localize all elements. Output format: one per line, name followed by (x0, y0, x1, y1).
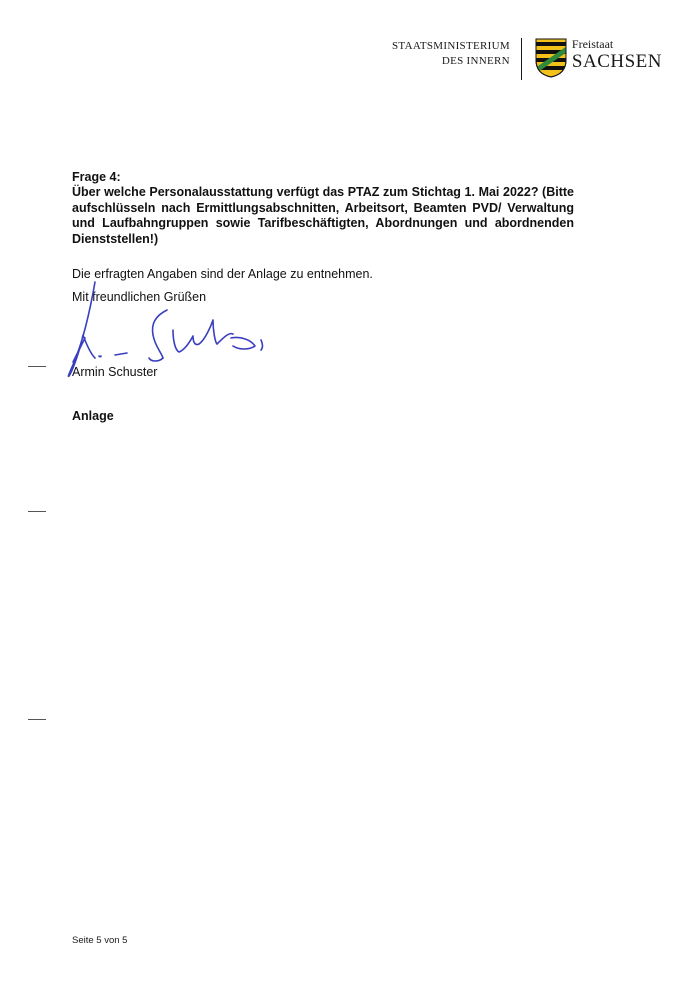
ministry-line-2: DES INNERN (441, 55, 510, 67)
page-number: Seite 5 von 5 (72, 935, 128, 946)
state-large-label: SACHSEN (571, 51, 662, 72)
fold-mark-bottom (28, 719, 46, 720)
fold-mark-top (28, 366, 46, 367)
ministry-line-1: STAATSMINISTERIUM (392, 40, 510, 52)
state-small-label: Freistaat (571, 37, 614, 51)
letter-body (72, 170, 574, 282)
letterhead (392, 38, 662, 82)
letterhead-divider (521, 38, 522, 80)
state-name (572, 38, 662, 73)
attachment-label: Anlage (72, 409, 114, 423)
saxony-coat-of-arms-icon (535, 38, 567, 78)
question-text: Über welche Personalausstattung verfügt das PTAZ zum Stichtag 1. Mai 2022? (Bitte aufschlüsseln nach Ermittlungsabschnitten, Arbeitsort, Beamten PVD/ Verwaltung und Laufbahngruppen sowie Tarifbeschäftigten, Abordnungen und abordnenden Dienststellen!) (72, 185, 574, 246)
closing-greeting: Mit freundlichen Grüßen (72, 290, 207, 304)
question-label: Frage 4: (72, 170, 121, 184)
signer-name: Armin Schuster (72, 365, 158, 379)
ministry-name (392, 39, 510, 69)
answer-text: Die erfragten Angaben sind der Anlage zu entnehmen. (72, 267, 373, 281)
punch-mark-middle (28, 511, 46, 512)
